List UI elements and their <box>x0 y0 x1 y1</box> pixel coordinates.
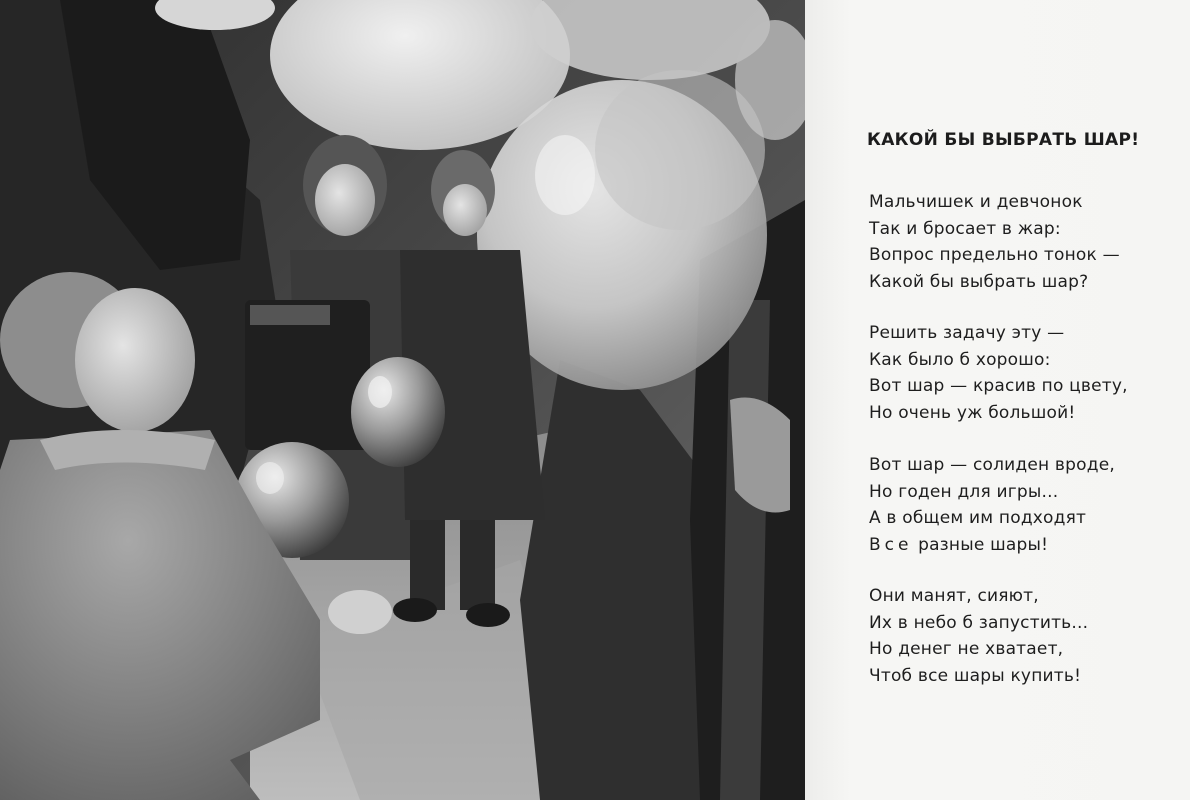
poem-line: Вот шар — красив по цвету, <box>869 376 1128 396</box>
stanza <box>869 320 1128 426</box>
poem-line: Решить задачу эту — <box>869 323 1065 343</box>
poem-title: КАКОЙ БЫ ВЫБРАТЬ ШАР! <box>867 130 1140 150</box>
poem-line-rest: разные шары! <box>918 534 1049 555</box>
poem-line <box>869 532 1115 559</box>
poem-line: Так и бросает в жар: <box>869 218 1061 239</box>
poem-line: Но годен для игры... <box>869 481 1059 502</box>
poem-line: Но денег не хватает, <box>869 639 1064 659</box>
poem-line: Вот шар — солиден вроде, <box>869 455 1115 475</box>
poem-line: Как было б хорошо: <box>869 349 1051 370</box>
poem-line: Какой бы выбрать шар? <box>869 271 1089 292</box>
poem-line: Вопрос предельно тонок — <box>869 245 1120 265</box>
poem-line: А в общем им подходят <box>869 508 1087 528</box>
stanza <box>869 452 1115 558</box>
poem-line: Но очень уж большой! <box>869 402 1076 423</box>
stanza <box>869 189 1120 295</box>
spaced-word: Все <box>869 534 913 555</box>
poem-line: Мальчишек и девчонок <box>869 192 1083 212</box>
poem-line: Чтоб все шары купить! <box>869 665 1082 686</box>
poem-line: Их в небо б запустить... <box>869 612 1089 633</box>
stanza <box>869 583 1088 689</box>
poem-line: Они манят, сияют, <box>869 586 1039 606</box>
